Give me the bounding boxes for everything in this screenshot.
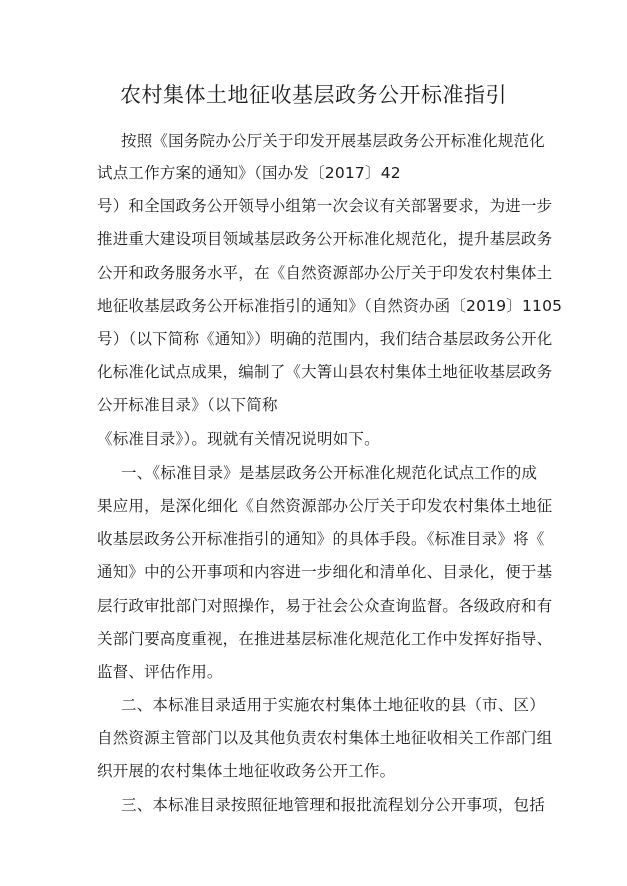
paragraph-line: 号）（以下简称《通知》）明确的范围内，我们结合基层政务公开化 xyxy=(97,330,553,348)
paragraph-line: 三、本标准目录按照征地管理和报批流程划分公开事项，包括 xyxy=(121,796,545,814)
paragraph-line: 一、《标准目录》是基层政务公开标准化规范化试点工作的成 xyxy=(121,464,538,482)
paragraph-line: 按照《国务院办公厅关于印发开展基层政务公开标准化规范化 xyxy=(121,132,545,150)
paragraph-line: 果应用，是深化细化《自然资源部办公厅关于印发农村集体土地征 xyxy=(97,497,553,515)
paragraph-line: 号）和全国政务公开领导小组第一次会议有关部署要求，为进一步 xyxy=(97,197,553,215)
paragraph-line: 公开和政务服务水平，在《自然资源部办公厅关于印发农村集体土 xyxy=(97,264,553,282)
paragraph-line: 自然资源主管部门以及其他负责农村集体土地征收相关工作部门组 xyxy=(97,729,553,747)
paragraph-line: 织开展的农村集体土地征收政务公开工作。 xyxy=(97,762,396,780)
paragraph-line: 化标准化试点成果，编制了《大箐山县农村集体土地征收基层政务 xyxy=(97,363,553,381)
paragraph-line: 《标准目录》）。现就有关情况说明如下。 xyxy=(97,430,380,448)
paragraph-line: 监督、评估作用。 xyxy=(97,663,223,681)
paragraph-line: 试点工作方案的通知》（国办发〔2017〕42 xyxy=(97,164,401,182)
paragraph-line: 公开标准目录》（以下简称 xyxy=(97,396,278,414)
paragraph-line: 二、本标准目录适用于实施农村集体土地征收的县（市、区） xyxy=(121,696,545,714)
paragraph-line: 层行政审批部门对照操作，易于社会公众查询监督。各级政府和有 xyxy=(97,597,553,615)
paragraph-line: 地征收基层政务公开标准指引的通知》（自然资办函〔2019〕1105 xyxy=(97,297,563,315)
paragraph-line: 关部门要高度重视，在推进基层标准化规范化工作中发挥好指导、 xyxy=(97,630,553,648)
paragraph-line: 通知》中的公开事项和内容进一步细化和清单化、目录化，便于基 xyxy=(97,563,553,581)
paragraph-line: 推进重大建设项目领域基层政务公开标准化规范化，提升基层政务 xyxy=(97,230,553,248)
paragraph-line: 收基层政务公开标准指引的通知》的具体手段。《标准目录》将《 xyxy=(97,530,545,548)
document-title: 农村集体土地征收基层政务公开标准指引 xyxy=(120,83,507,107)
